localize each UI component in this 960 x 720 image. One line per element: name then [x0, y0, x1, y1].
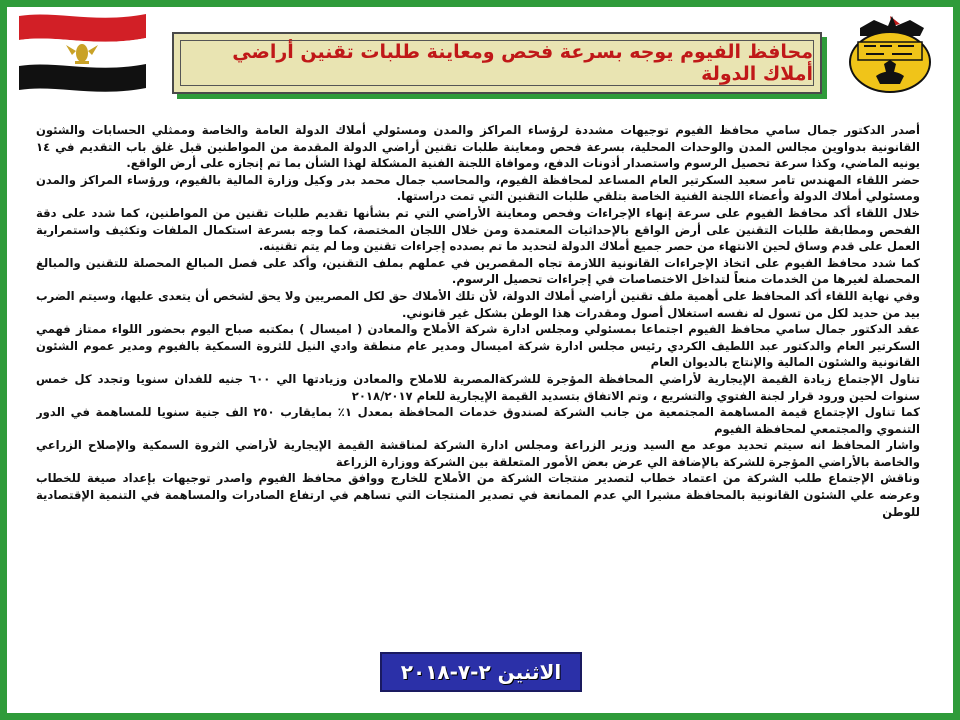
paragraph: حضر اللقاء المهندس تامر سعيد السكرتير العام المساعد لمحافظة الفيوم، والمحاسب جمال محمد بدر وكيل وزارة المالية بالفيوم، ورؤساء المراكز والمدن ومسئولي أملاك الدولة وأعضاء اللجنة الفنية الخاصة بتلقي طلبات التقنين التي تمت دراستها.: [36, 172, 920, 204]
headline-inner-border: [180, 40, 814, 86]
paragraph: وناقش الإجتماع طلب الشركة من اعتماد خطاب لتصدير منتجات الشركة من الأملاح للخارج ووافق محافظ الفيوم واصدر توجيهات بإعداد صيغة للخطاب وعرضه علي الشئون القانونية بالمحافظة مشيرا الي عدم الممانعة في تصدير المنتجات التي تساهم في ارتفاع الصادرات والمساهمة في التنمية الإقتصادية للوطن: [36, 471, 920, 519]
paragraph: كما شدد محافظ الفيوم على اتخاذ الإجراءات القانونية اللازمة تجاه المقصرين في عملهم بملف التقنين، وأكد على فصل المبالغ المحصلة للتقنين والمبالغ المحصلة لغيرها من الخدمات منعاً لتداخل الاختصاصات في إجراءات تحصيل الرسوم.: [36, 255, 920, 287]
date-text: الاثنين ٢-٧-٢٠١٨: [400, 660, 562, 684]
paragraph: خلال اللقاء أكد محافظ الفيوم على سرعة إنهاء الإجراءات وفحص ومعاينة الأراضي التي تم بشأنها تقديم طلبات تقنين من المواطنين، كما شدد على دقة الفحص ومطابقة طلبات التقنين على أرض الواقع بالإحداثيات المعتمدة ومن خلال اللجان المختصة، كما وجه بسرعة استكمال الملفات وتكثيف واستمرارية العمل على قدم وساق لحين الانتهاء من حصر جميع أملاك الدولة لتحديد ما تم بصدده إجراءات تقنين وما لم يتم تقنينه.: [36, 205, 920, 254]
date-badge: [380, 652, 582, 692]
paragraph: تناول الإجتماع زيادة القيمة الإيجارية لأراضي المحافظة المؤجرة للشركةالمصرية للاملاح والمعادن وزيادتها الي ٦٠٠ جنيه للفدان سنويا وتجدد كل خمس سنوات لحين ورود قرار لجنة الفتوي والتشريع ، وتم الاتفاق بتسديد القيمة الإيجارية للعام ٢٠١٨/٢٠١٧: [36, 371, 920, 403]
article-body: [36, 122, 920, 652]
egypt-flag-icon: [15, 10, 150, 92]
headline-text: محافظ الفيوم يوجه بسرعة فحص ومعاينة طلبات تقنين أراضي أملاك الدولة: [232, 41, 813, 85]
paragraph: عقد الدكتور جمال سامي محافظ الفيوم اجتماعا بمسئولي ومجلس ادارة شركة الأملاح والمعادن ( اميسال ) بمكتبه صباح اليوم بحضور اللواء ممتاز فهمي السكرتير العام والدكتور عبد اللطيف الكردي رئيس مجلس ادارة شركة اميسال ومدير عام منطقة وادي النيل للثروة السمكية بالفيوم ومدير عموم الشئون القانونية والشئون المالية والإنتاج بالديوان العام: [36, 322, 920, 370]
paragraph: كما تناول الإجتماع قيمة المساهمة المجتمعية من جانب الشركة لصندوق خدمات المحافظة بمعدل ١٪ بمايقارب ٢٥٠ الف جنية سنويا للمساهمة في الدور التنموي والمجتمعي لمحافظة الفيوم: [36, 405, 920, 436]
fayoum-governorate-logo-icon: [840, 12, 940, 98]
paragraph: أصدر الدكتور جمال سامي محافظ الفيوم توجيهات مشددة لرؤساء المراكز والمدن ومسئولي أملاك الدولة العامة والخاصة وممثلي الحسابات والشئون القانونية بدواوين مجالس المدن والوحدات المحلية، بسرعة فحص ومعاينة طلبات تقنين أراضي الدولة المقدمة من المواطنين قبل غلق باب التقديم في ١٤ يونيه الماضي، وكذا سرعة تحصيل الرسوم واستصدار أذونات الدفع، وموافاة اللجنة الفنية المشكلة لهذا الشأن بما تم إنجازه على أرض الواقع.: [36, 123, 920, 171]
paragraph: واشار المحافظ انه سيتم تحديد موعد مع السيد وزير الزراعة ومجلس ادارة الشركة لمناقشة القيمة الإيجارية لأراضي الثروة السمكية والإصلاح الزراعي والخاصة بالأراضي المؤجرة للشركة بالإضافة الي عرض بعض الأمور المتعلقة بين الشركة ووزارة الزراعة: [36, 438, 920, 469]
paragraph: وفي نهاية اللقاء أكد المحافظ على أهمية ملف تقنين أراضي أملاك الدولة، لأن تلك الأملاك حق لكل المصريين ولا يحق لشخص أن يتعدى عليها، وسيتم الضرب بيد من حديد لكل من تسول له نفسه استغلال أصول ومقدرات هذا الوطن بشكل غير قانوني.: [36, 288, 920, 320]
headline-box: [172, 32, 822, 94]
